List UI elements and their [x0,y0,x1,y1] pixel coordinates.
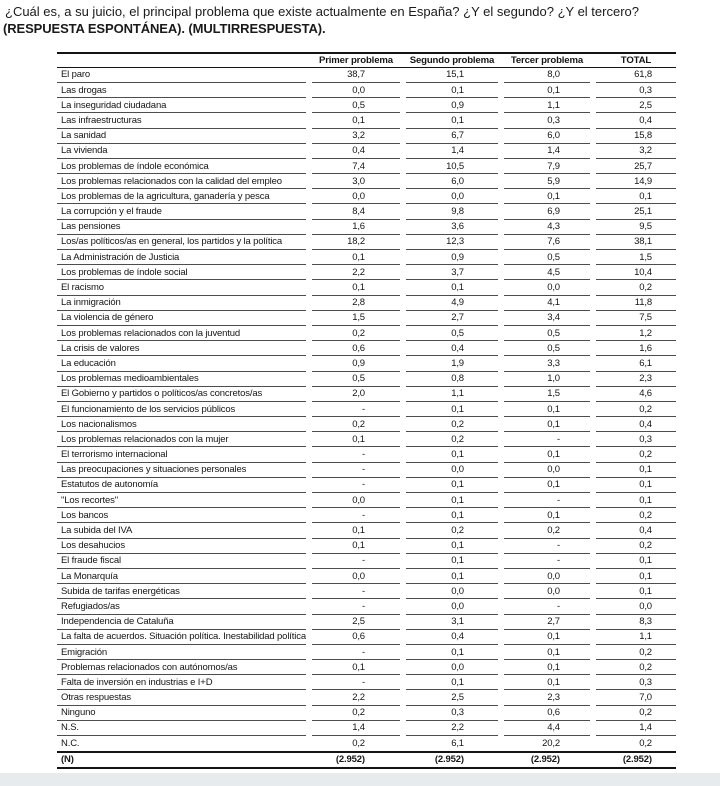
value-cell: 6,9 [504,204,590,219]
row-label: La corrupción y el fraude [57,204,306,219]
value-cell: 0,0 [406,584,498,599]
row-label: Emigración [57,645,306,660]
value-cell: 0,1 [504,402,590,417]
value-cell: 1,4 [504,144,590,159]
row-label: Los bancos [57,508,306,523]
row-label: Los problemas de la agricultura, ganadería y pesca [57,189,306,204]
value-cell: 0,5 [312,372,400,387]
row-label: Ninguno [57,706,306,721]
value-cell: 9,5 [596,220,676,235]
row-label: Las preocupaciones y situaciones personales [57,463,306,478]
table-row [57,615,676,630]
value-cell: 2,2 [312,265,400,280]
value-cell: 0,4 [596,523,676,538]
value-cell: 0,6 [312,630,400,645]
value-cell: 0,1 [504,478,590,493]
value-cell: 0,2 [639,738,652,750]
row-label: La falta de acuerdos. Situación política. Inestabilidad política [57,630,306,645]
column-header-tercer: Tercer problema [510,54,584,66]
row-label: La inseguridad ciudadana [57,98,306,113]
row-label: Otras respuestas [57,690,306,705]
value-cell: 0,2 [596,706,676,721]
value-cell: 0,1 [406,447,498,462]
value-cell: 0,1 [406,569,498,584]
value-cell: 0,1 [312,539,400,554]
value-cell: 0,5 [504,326,590,341]
row-label: Refugiados/as [57,599,306,614]
table-row [57,189,676,204]
footer-value: (2.952) [335,754,365,766]
row-label: La vivienda [57,144,306,159]
value-cell: 1,1 [406,387,498,402]
value-cell: 0,1 [596,493,676,508]
value-cell: 0,0 [504,584,590,599]
table-row [57,645,676,660]
value-cell: 0,4 [406,341,498,356]
table-row [57,599,676,614]
label-column-header [57,54,306,67]
value-cell: 0,1 [406,554,498,569]
table-row [57,630,676,645]
value-cell: 15,8 [596,129,676,144]
value-cell: 0,0 [312,569,400,584]
table-row [57,539,676,554]
value-cell: 0,2 [406,417,498,432]
footer-value: (2.952) [434,754,464,766]
value-cell: 0,4 [596,417,676,432]
value-cell: 7,0 [596,690,676,705]
value-cell: 0,0 [312,83,400,98]
value-cell: 0,2 [596,447,676,462]
row-label: El Gobierno y partidos o políticos/as concretos/as [57,387,306,402]
value-cell: - [312,554,400,569]
row-label: N.C. [61,738,80,750]
value-cell: 25,7 [596,159,676,174]
value-cell: 8,4 [312,204,400,219]
value-cell: 0,2 [596,645,676,660]
value-cell: 8,0 [504,68,590,83]
value-cell: 1,1 [504,98,590,113]
value-cell: 8,3 [596,615,676,630]
row-label: "Los recortes" [57,493,306,508]
value-cell: 7,9 [504,159,590,174]
value-cell: 0,1 [312,660,400,675]
value-cell: 2,5 [596,98,676,113]
value-cell: 15,1 [406,68,498,83]
footer-value: (2.952) [530,754,560,766]
value-cell: 0,5 [504,341,590,356]
value-cell: 1,1 [596,630,676,645]
table-row [57,250,676,265]
value-cell: - [504,554,590,569]
row-label: Los nacionalismos [57,417,306,432]
row-label: La violencia de género [57,311,306,326]
value-cell: 0,1 [504,83,590,98]
value-cell: 6,7 [406,129,498,144]
footer-label: (N) [61,754,74,766]
value-cell: 0,2 [312,706,400,721]
value-cell: 4,6 [596,387,676,402]
value-cell: 0,0 [406,463,498,478]
table-row [57,204,676,219]
value-cell: 0,1 [406,113,498,128]
value-cell: 2,3 [596,372,676,387]
table-row [57,296,676,311]
column-header-primer: Primer problema [318,54,393,66]
table-row [57,736,676,751]
value-cell: 0,6 [504,706,590,721]
table-row [57,493,676,508]
footer-value: (2.952) [622,754,652,766]
value-cell: - [312,508,400,523]
value-cell: 2,7 [406,311,498,326]
value-cell: 3,1 [406,615,498,630]
value-cell: 38,7 [312,68,400,83]
value-cell: 2,0 [312,387,400,402]
value-cell: 2,3 [504,690,590,705]
row-label: Las drogas [57,83,306,98]
value-cell: 0,3 [406,706,498,721]
value-cell: 0,1 [406,280,498,295]
row-label: Independencia de Cataluña [57,615,306,630]
value-cell: 0,4 [596,113,676,128]
column-header-total: TOTAL [620,54,652,66]
row-label: La crisis de valores [57,341,306,356]
value-cell: 0,4 [406,630,498,645]
question-text: ¿Cuál es, a su juicio, el principal problema que existe actualmente en España? ¿Y el segundo? ¿Y el tercero? [5,4,639,19]
table-row [57,280,676,295]
value-cell: 3,7 [406,265,498,280]
row-label: El terrorismo internacional [57,447,306,462]
value-cell: 10,5 [406,159,498,174]
value-cell: 1,6 [312,220,400,235]
value-cell: 6,1 [451,738,464,750]
row-label: Falta de inversión en industrias e I+D [57,675,306,690]
table-row [57,68,676,83]
value-cell: 0,1 [312,280,400,295]
column-header-segundo: Segundo problema [409,54,495,66]
value-cell: 0,1 [596,569,676,584]
value-cell: 5,9 [504,174,590,189]
table-footer [57,751,676,769]
value-cell: 0,2 [596,660,676,675]
value-cell: 0,5 [504,250,590,265]
footer-row [57,753,676,767]
value-cell: 2,5 [406,690,498,705]
table-row [57,174,676,189]
row-label: Subida de tarifas energéticas [57,584,306,599]
row-label: Las infraestructuras [57,113,306,128]
value-cell: 6,1 [596,356,676,371]
table-row [57,341,676,356]
value-cell: 1,4 [406,144,498,159]
value-cell: 0,0 [504,280,590,295]
table-row [57,402,676,417]
row-label: La subida del IVA [57,523,306,538]
value-cell: 0,1 [504,660,590,675]
row-label: N.S. [57,721,306,736]
value-cell: 0,0 [406,660,498,675]
table-row [57,447,676,462]
value-cell: 0,2 [596,402,676,417]
value-cell: 3,0 [312,174,400,189]
value-cell: 0,4 [312,144,400,159]
value-cell: 2,2 [406,721,498,736]
table-row [57,721,676,736]
value-cell: 0,1 [596,584,676,599]
table-row [57,584,676,599]
row-label: Los problemas relacionados con la mujer [57,432,306,447]
value-cell: 1,2 [596,326,676,341]
table-row [57,660,676,675]
value-cell: 0,6 [312,341,400,356]
row-label: El fraude fiscal [57,554,306,569]
table-row [57,83,676,98]
value-cell: 1,9 [406,356,498,371]
value-cell: 0,2 [596,280,676,295]
table-row [57,675,676,690]
value-cell: 3,4 [504,311,590,326]
question-title [0,0,720,38]
value-cell: 1,4 [596,721,676,736]
value-cell: 3,2 [596,144,676,159]
value-cell: 4,5 [504,265,590,280]
value-cell: 1,4 [312,721,400,736]
value-cell: 0,1 [504,675,590,690]
value-cell: 0,0 [406,599,498,614]
value-cell: 0,1 [406,539,498,554]
table-body [57,68,676,751]
value-cell: 1,5 [504,387,590,402]
value-cell: 4,1 [504,296,590,311]
table-row [57,690,676,705]
table-row [57,144,676,159]
value-cell: 3,2 [312,129,400,144]
value-cell: 3,3 [504,356,590,371]
row-label: Los problemas relacionados con la calidad del empleo [57,174,306,189]
value-cell: 1,6 [596,341,676,356]
value-cell: 1,0 [504,372,590,387]
value-cell: 0,2 [596,508,676,523]
value-cell: 0,1 [504,630,590,645]
table-row [57,523,676,538]
value-cell: - [312,675,400,690]
value-cell: 0,2 [312,326,400,341]
value-cell: 2,7 [504,615,590,630]
table-row [57,417,676,432]
value-cell: 0,2 [596,539,676,554]
value-cell: 6,0 [406,174,498,189]
value-cell: 38,1 [596,235,676,250]
value-cell: 20,2 [542,738,560,750]
value-cell: 4,9 [406,296,498,311]
row-label: El funcionamiento de los servicios públicos [57,402,306,417]
table-row [57,98,676,113]
value-cell: - [504,432,590,447]
value-cell: 0,1 [406,675,498,690]
table-row [57,265,676,280]
value-cell: 7,6 [504,235,590,250]
value-cell: 0,1 [406,493,498,508]
value-cell: 0,1 [504,508,590,523]
table-row [57,235,676,250]
value-cell: 0,1 [312,523,400,538]
value-cell: 0,1 [406,83,498,98]
table-header [57,52,676,68]
value-cell: 10,4 [596,265,676,280]
table-row [57,311,676,326]
table-row [57,326,676,341]
value-cell: 7,4 [312,159,400,174]
value-cell: 0,1 [312,432,400,447]
row-label: Los problemas medioambientales [57,372,306,387]
table-row [57,508,676,523]
value-cell: 3,6 [406,220,498,235]
value-cell: 61,8 [596,68,676,83]
value-cell: 0,1 [312,250,400,265]
value-cell: 0,9 [406,250,498,265]
value-cell: 0,1 [406,402,498,417]
value-cell: 0,1 [596,463,676,478]
value-cell: - [312,478,400,493]
bottom-rule [57,767,676,769]
value-cell: - [504,539,590,554]
table-row [57,554,676,569]
value-cell: 0,1 [504,189,590,204]
value-cell: 25,1 [596,204,676,219]
row-label: El paro [57,68,306,83]
value-cell: 11,8 [596,296,676,311]
value-cell: 0,1 [312,113,400,128]
table-row [57,432,676,447]
value-cell: 0,1 [596,478,676,493]
row-label: La inmigración [57,296,306,311]
value-cell: 12,3 [406,235,498,250]
value-cell: 0,2 [352,738,365,750]
value-cell: 0,9 [312,356,400,371]
value-cell: 18,2 [312,235,400,250]
value-cell: 1,5 [312,311,400,326]
row-label: Las pensiones [57,220,306,235]
value-cell: 0,1 [596,189,676,204]
row-label: La Administración de Justicia [57,250,306,265]
row-label: Los desahucios [57,539,306,554]
value-cell: 0,0 [504,463,590,478]
value-cell: 0,1 [504,417,590,432]
value-cell: - [312,645,400,660]
value-cell: 2,2 [312,690,400,705]
table-row [57,478,676,493]
row-label: La educación [57,356,306,371]
question-note: (RESPUESTA ESPONTÁNEA). (MULTIRRESPUESTA). [3,20,326,36]
row-label: La sanidad [57,129,306,144]
value-cell: 6,0 [504,129,590,144]
value-cell: - [312,584,400,599]
value-cell: - [312,447,400,462]
value-cell: 0,1 [504,645,590,660]
value-cell: 2,5 [312,615,400,630]
value-cell: 0,1 [406,478,498,493]
value-cell: 0,3 [596,83,676,98]
value-cell: - [504,599,590,614]
problems-table [51,52,682,769]
value-cell: 0,0 [312,189,400,204]
value-cell: 0,1 [504,447,590,462]
header-row [57,54,676,67]
table-row [57,113,676,128]
value-cell: - [312,402,400,417]
value-cell: 0,2 [504,523,590,538]
row-label: Los/as políticos/as en general, los partidos y la política [57,235,306,250]
value-cell: 0,2 [406,523,498,538]
row-label: Estatutos de autonomía [57,478,306,493]
value-cell: 9,8 [406,204,498,219]
value-cell: 1,5 [596,250,676,265]
value-cell: 4,3 [504,220,590,235]
value-cell: 0,2 [406,432,498,447]
value-cell: 0,8 [406,372,498,387]
row-label: El racismo [57,280,306,295]
table-row [57,569,676,584]
value-cell: 0,5 [312,98,400,113]
value-cell: 2,8 [312,296,400,311]
value-cell: 4,4 [504,721,590,736]
row-label: Los problemas de índole económica [57,159,306,174]
table-row [57,220,676,235]
value-cell: 0,3 [596,675,676,690]
value-cell: 0,1 [596,554,676,569]
value-cell: 0,3 [504,113,590,128]
value-cell: 0,0 [312,493,400,508]
table-row [57,356,676,371]
value-cell: 0,0 [406,189,498,204]
value-cell: 7,5 [596,311,676,326]
value-cell: - [312,599,400,614]
value-cell: 0,1 [406,645,498,660]
value-cell: 0,5 [406,326,498,341]
table-row [57,129,676,144]
table-row [57,387,676,402]
row-label: La Monarquía [57,569,306,584]
value-cell: 14,9 [596,174,676,189]
bottom-strip [0,773,720,786]
value-cell: 0,2 [312,417,400,432]
table-row [57,372,676,387]
row-label: Los problemas de índole social [57,265,306,280]
value-cell: 0,0 [596,599,676,614]
table-row [57,463,676,478]
table-row [57,706,676,721]
table-row [57,159,676,174]
row-label: Los problemas relacionados con la juventud [57,326,306,341]
value-cell: - [312,463,400,478]
value-cell: 0,9 [406,98,498,113]
value-cell: - [504,493,590,508]
row-label: Problemas relacionados con autónomos/as [57,660,306,675]
value-cell: 0,1 [406,508,498,523]
value-cell: 0,0 [504,569,590,584]
value-cell: 0,3 [596,432,676,447]
